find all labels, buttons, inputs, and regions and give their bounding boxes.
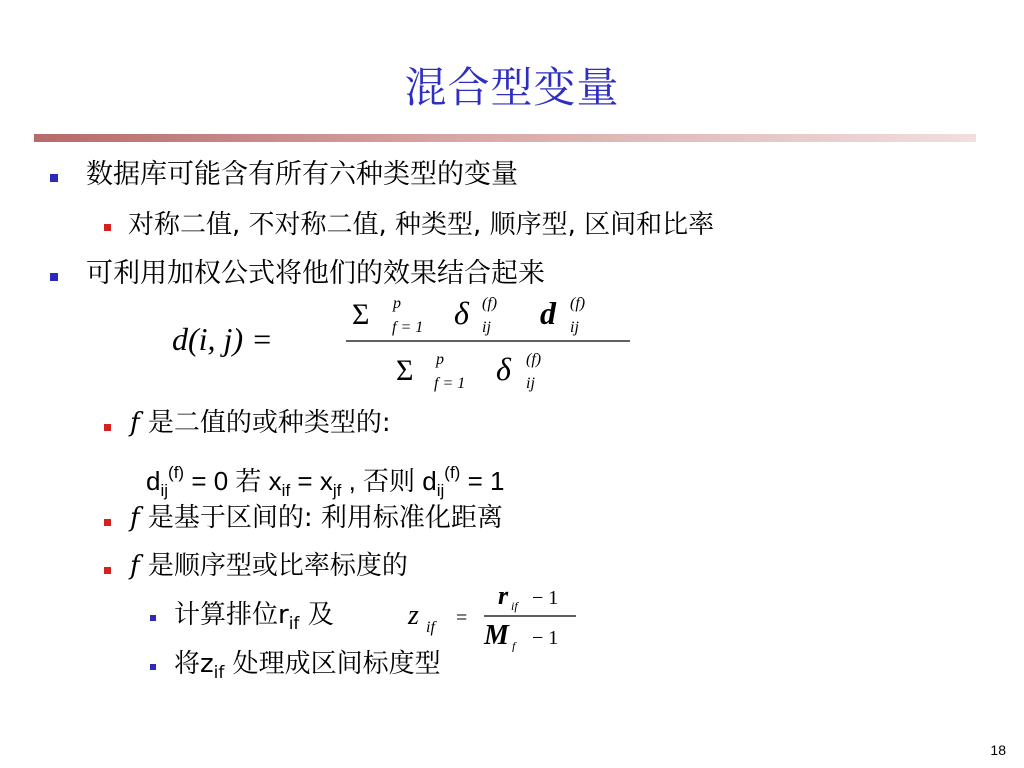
bullet-text: [174, 647, 441, 690]
condition-eq0: = 0: [191, 466, 229, 496]
z-text: 将z: [174, 649, 214, 679]
z-lhs: z: [408, 600, 419, 631]
condition-d2: d: [422, 466, 437, 496]
bullet-marker: [104, 567, 111, 574]
bullet-marker: [150, 664, 156, 670]
bullet-text: [130, 406, 391, 440]
formula-den-delta: δ: [496, 351, 511, 387]
formula-d-sub: ij: [570, 319, 579, 336]
formula-d-sup: (f): [570, 295, 586, 312]
bullet-text: [130, 501, 503, 535]
formula-sum-symbol: Σ: [352, 298, 370, 331]
condition-d-sup: (f): [168, 463, 185, 482]
z-num-r: r: [498, 582, 509, 610]
z-equals: =: [456, 607, 468, 629]
mixed-distance-formula: [160, 288, 640, 396]
z-post: 处理成区间标度型: [232, 649, 441, 679]
condition-d2-sup: (f): [444, 463, 461, 482]
variable-f: f: [130, 408, 140, 438]
condition-else: , 否则: [348, 466, 416, 496]
slide-title: 混合型变量: [404, 63, 620, 112]
rank-text: 计算排位r: [174, 600, 289, 630]
condition-x: x: [268, 466, 282, 496]
formula-lhs: d(i, j) =: [172, 321, 273, 357]
formula-delta-sub: ij: [482, 319, 491, 336]
bullet-text: 可利用加权公式将他们的效果结合起来: [86, 258, 545, 289]
bullet-marker: [50, 273, 58, 281]
bullet-text: 数据库可能含有所有六种类型的变量: [86, 159, 518, 190]
z-lhs-sub: if: [426, 619, 435, 636]
condition-eq1: = 1: [467, 466, 505, 496]
title-divider: [34, 134, 976, 142]
variable-f: f: [130, 551, 140, 581]
bullet-text: 对称二值, 不对称二值, 种类型, 顺序型, 区间和比率: [128, 210, 715, 240]
condition-ruo: 若: [235, 466, 262, 496]
formula-den-delta-sup: (f): [526, 351, 542, 368]
formula-d: d: [540, 295, 556, 331]
bullet-marker: [104, 519, 111, 526]
z-normalization-formula: [404, 582, 604, 652]
bullet-marker: [104, 424, 111, 431]
bullet-text: [130, 549, 408, 583]
bullet-text-body: 是二值的或种类型的:: [147, 408, 391, 438]
bullet-text: [174, 598, 334, 641]
z-den-minus: − 1: [532, 627, 559, 649]
bullet-marker: [50, 174, 58, 182]
page-number: 18: [990, 742, 1006, 758]
condition-x-sub: if: [281, 481, 291, 500]
formula-den-delta-sub: ij: [526, 375, 535, 392]
bullet-marker: [150, 615, 156, 621]
z-den-M: M: [484, 620, 509, 651]
formula-delta: δ: [454, 295, 469, 331]
rank-sub: if: [288, 614, 300, 634]
variable-f: f: [130, 503, 140, 533]
formula-den-sum-lower: f = 1: [434, 375, 466, 392]
z-den-M-sub: f: [512, 639, 516, 652]
formula-delta-sup: (f): [482, 295, 498, 312]
bullet-text-body: 是基于区间的: 利用标准化距离: [147, 503, 503, 533]
z-num-r-sub: if: [511, 599, 518, 613]
condition-xj-sub: jf: [332, 481, 342, 500]
formula-sum-lower: f = 1: [392, 319, 424, 336]
condition-d: d: [146, 466, 161, 496]
formula-sum-upper: p: [393, 295, 401, 312]
formula-den-sum-upper: p: [436, 351, 444, 368]
bullet-marker: [104, 224, 111, 231]
condition-d2-sub: ij: [436, 481, 445, 500]
condition-d-sub: ij: [160, 481, 169, 500]
formula-den-sum-symbol: Σ: [396, 354, 414, 387]
bullet-text-body: 是顺序型或比率标度的: [147, 551, 408, 581]
rank-and: 及: [307, 600, 334, 630]
condition-eqx: = x: [297, 466, 333, 496]
z-num-minus: − 1: [532, 587, 559, 609]
z-sub: if: [213, 663, 225, 683]
